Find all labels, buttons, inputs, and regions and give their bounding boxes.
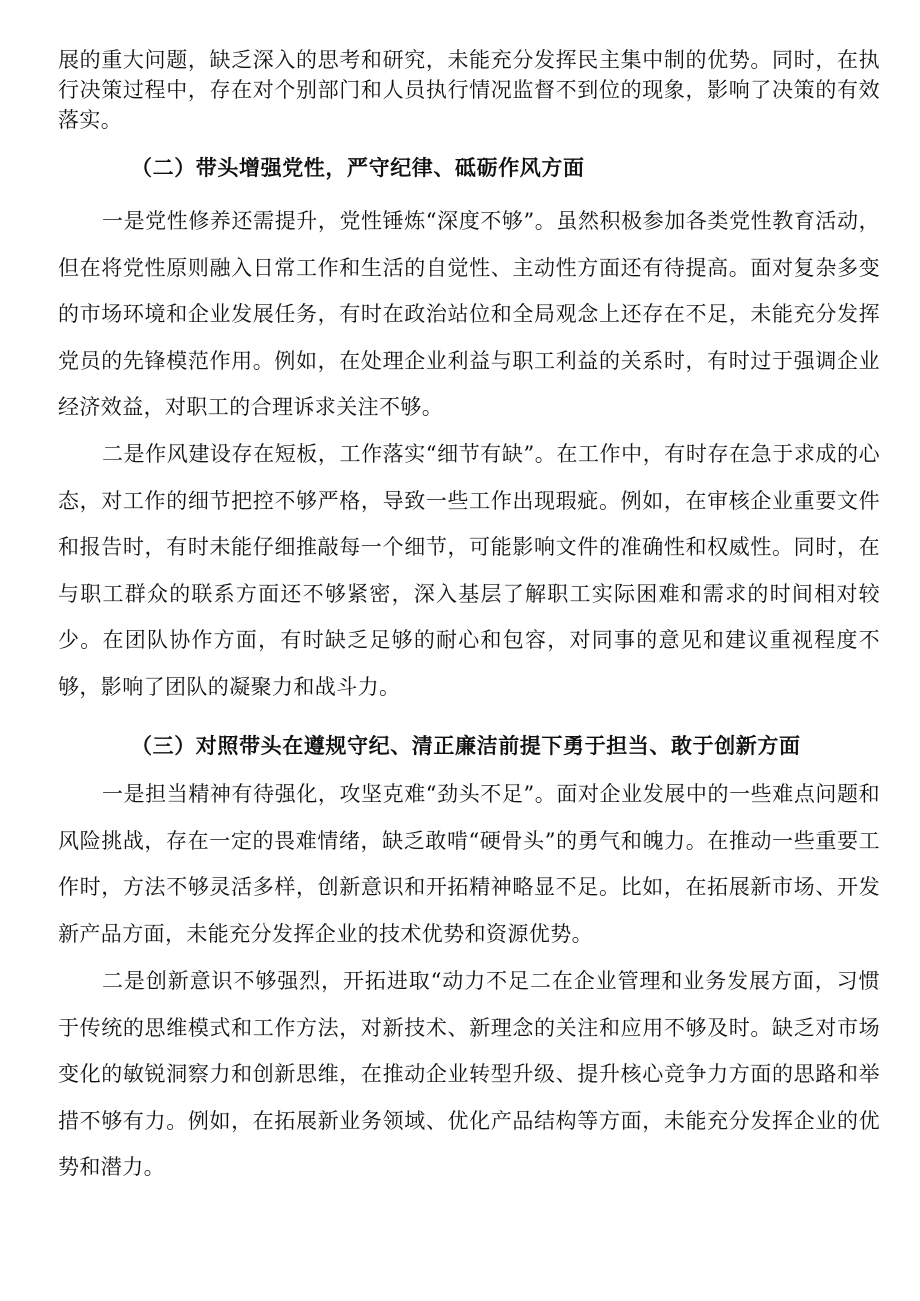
section-3-heading: （三）对照带头在遵规守纪、清正廉洁前提下勇于担当、敢于创新方面 [131,734,801,758]
lead-paragraph: 展的重大问题，缺乏深入的思考和研究，未能充分发挥民主集中制的优势。同时，在执行决策过程中，存在对个别部门和人员执行情况监督不到位的现象，影响了决策的有效落实。 [58,48,880,132]
section-3-paragraph-2: 二是创新意识不够强烈，开拓进取“动力不足二在企业管理和业务发展方面，习惯于传统的思维模式和工作方法，对新技术、新理念的关注和应用不够及时。缺乏对市场变化的敏锐洞察力和创新思维，在推动企业转型升级、提升核心竞争力方面的思路和举措不够有力。例如，在拓展新业务领域、优化产品结构等方面，未能充分发挥企业的优势和潜力。 [58,969,880,1179]
section-2-paragraph-2: 二是作风建设存在短板，工作落实“细节有缺”。在工作中，有时存在急于求成的心态，对工作的细节把控不够严格，导致一些工作出现瑕疵。例如，在审核企业重要文件和报告时，有时未能仔细推敲每一个细节，可能影响文件的准确性和权威性。同时，在与职工群众的联系方面还不够紧密，深入基层了解职工实际困难和需求的时间相对较少。在团队协作方面，有时缺乏足够的耐心和包容，对同事的意见和建议重视程度不够，影响了团队的凝聚力和战斗力。 [58,442,880,699]
section-2-paragraph-1: 一是党性修养还需提升，党性锤炼“深度不够”。虽然积极参加各类党性教育活动，但在将党性原则融入日常工作和生活的自觉性、主动性方面还有待提高。面对复杂多变的市场环境和企业发展任务，有时在政治站位和全局观念上还存在不足，未能充分发挥党员的先锋模范作用。例如，在处理企业利益与职工利益的关系时，有时过于强调企业经济效益，对职工的合理诉求关注不够。 [58,209,880,419]
section-3-paragraph-1: 一是担当精神有待强化，攻坚克难“劲头不足”。面对企业发展中的一些难点问题和风险挑战，存在一定的畏难情绪，缺乏敢啃“硬骨头”的勇气和魄力。在推动一些重要工作时，方法不够灵活多样，创新意识和开拓精神略显不足。比如，在拓展新市场、开发新产品方面，未能充分发挥企业的技术优势和资源优势。 [58,782,880,946]
section-2-heading: （二）带头增强党性，严守纪律、砥砺作风方面 [131,156,585,180]
